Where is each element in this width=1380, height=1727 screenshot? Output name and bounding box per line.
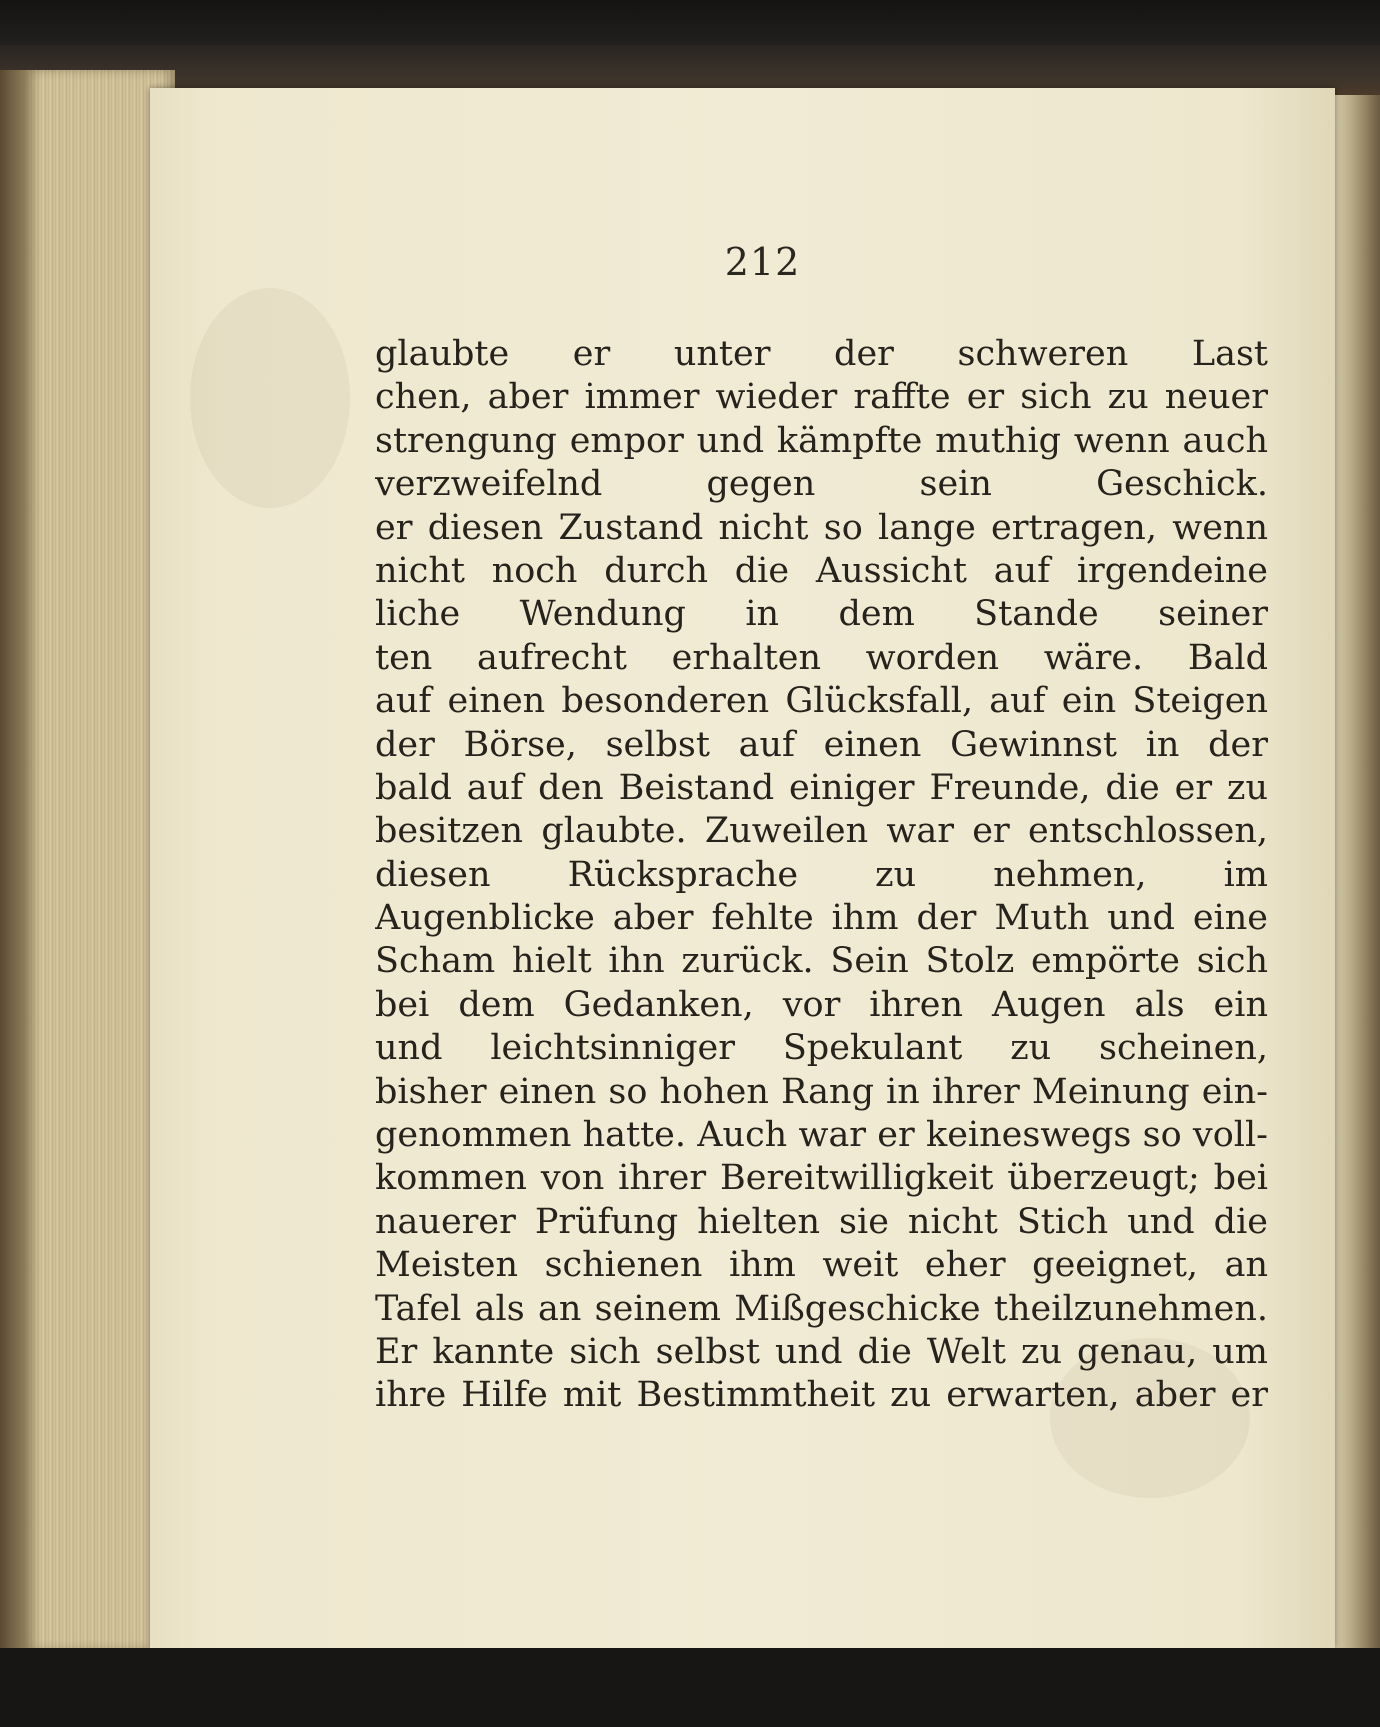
binding-shadow [0, 70, 40, 1650]
text-line: genommen hatte. Auch war er keineswegs so voll- [375, 1115, 1268, 1156]
text-line: verzweifelnd gegen sein Geschick. [375, 464, 1268, 505]
text-line: Er kannte sich selbst und die Welt zu genau, um [375, 1331, 1268, 1372]
text-line: ihre Hilfe mit Bestimmtheit zu erwarten, aber er [375, 1375, 1268, 1416]
text-line: nicht noch durch die Aussicht auf irgendeine [375, 550, 1268, 591]
text-line: Scham hielt ihn zurück. Sein Stolz empörte sich [375, 941, 1268, 982]
text-line: auf einen besonderen Glücksfall, auf ein Steigen [375, 681, 1268, 722]
text-line: bisher einen so hohen Rang in ihrer Meinung ein- [375, 1071, 1268, 1112]
text-line: chen, aber immer wieder raffte er sich zu neuer [375, 377, 1268, 418]
text-line: nauerer Prüfung hielten sie nicht Stich und die [375, 1201, 1268, 1242]
text-line: strengung empor und kämpfte muthig wenn auch [375, 420, 1268, 461]
text-line: bei dem Gedanken, vor ihren Augen als ein [375, 984, 1268, 1025]
text-line: diesen Rücksprache zu nehmen, im [375, 854, 1268, 895]
paper-stain [190, 288, 350, 508]
scan-bottom-edge [0, 1648, 1380, 1727]
text-line: Meisten schienen ihm weit eher geeignet, an [375, 1245, 1268, 1286]
text-line: kommen von ihrer Bereitwilligkeit überzeugt; bei [375, 1158, 1268, 1199]
text-line: Augenblicke aber fehlte ihm der Muth und eine [375, 898, 1268, 939]
text-line: ten aufrecht erhalten worden wäre. Bald [375, 637, 1268, 678]
text-line: er diesen Zustand nicht so lange ertragen, wenn [375, 507, 1268, 548]
text-line: der Börse, selbst auf einen Gewinnst in der [375, 724, 1268, 765]
text-line: liche Wendung in dem Stande seiner [375, 594, 1268, 635]
text-line: besitzen glaubte. Zuweilen war er entschlossen, [375, 811, 1268, 852]
text-line: glaubte er unter der schweren Last [375, 334, 1268, 374]
text-line: bald auf den Beistand einiger Freunde, die er zu [375, 767, 1268, 808]
text-line: Tafel als an seinem Mißgeschicke theilzunehmen. [375, 1288, 1268, 1329]
page-number: 212 [724, 240, 801, 284]
page-body-text [375, 333, 1268, 1418]
text-line: und leichtsinniger Spekulant zu scheinen, [375, 1028, 1268, 1069]
right-page-edge [1332, 95, 1380, 1655]
